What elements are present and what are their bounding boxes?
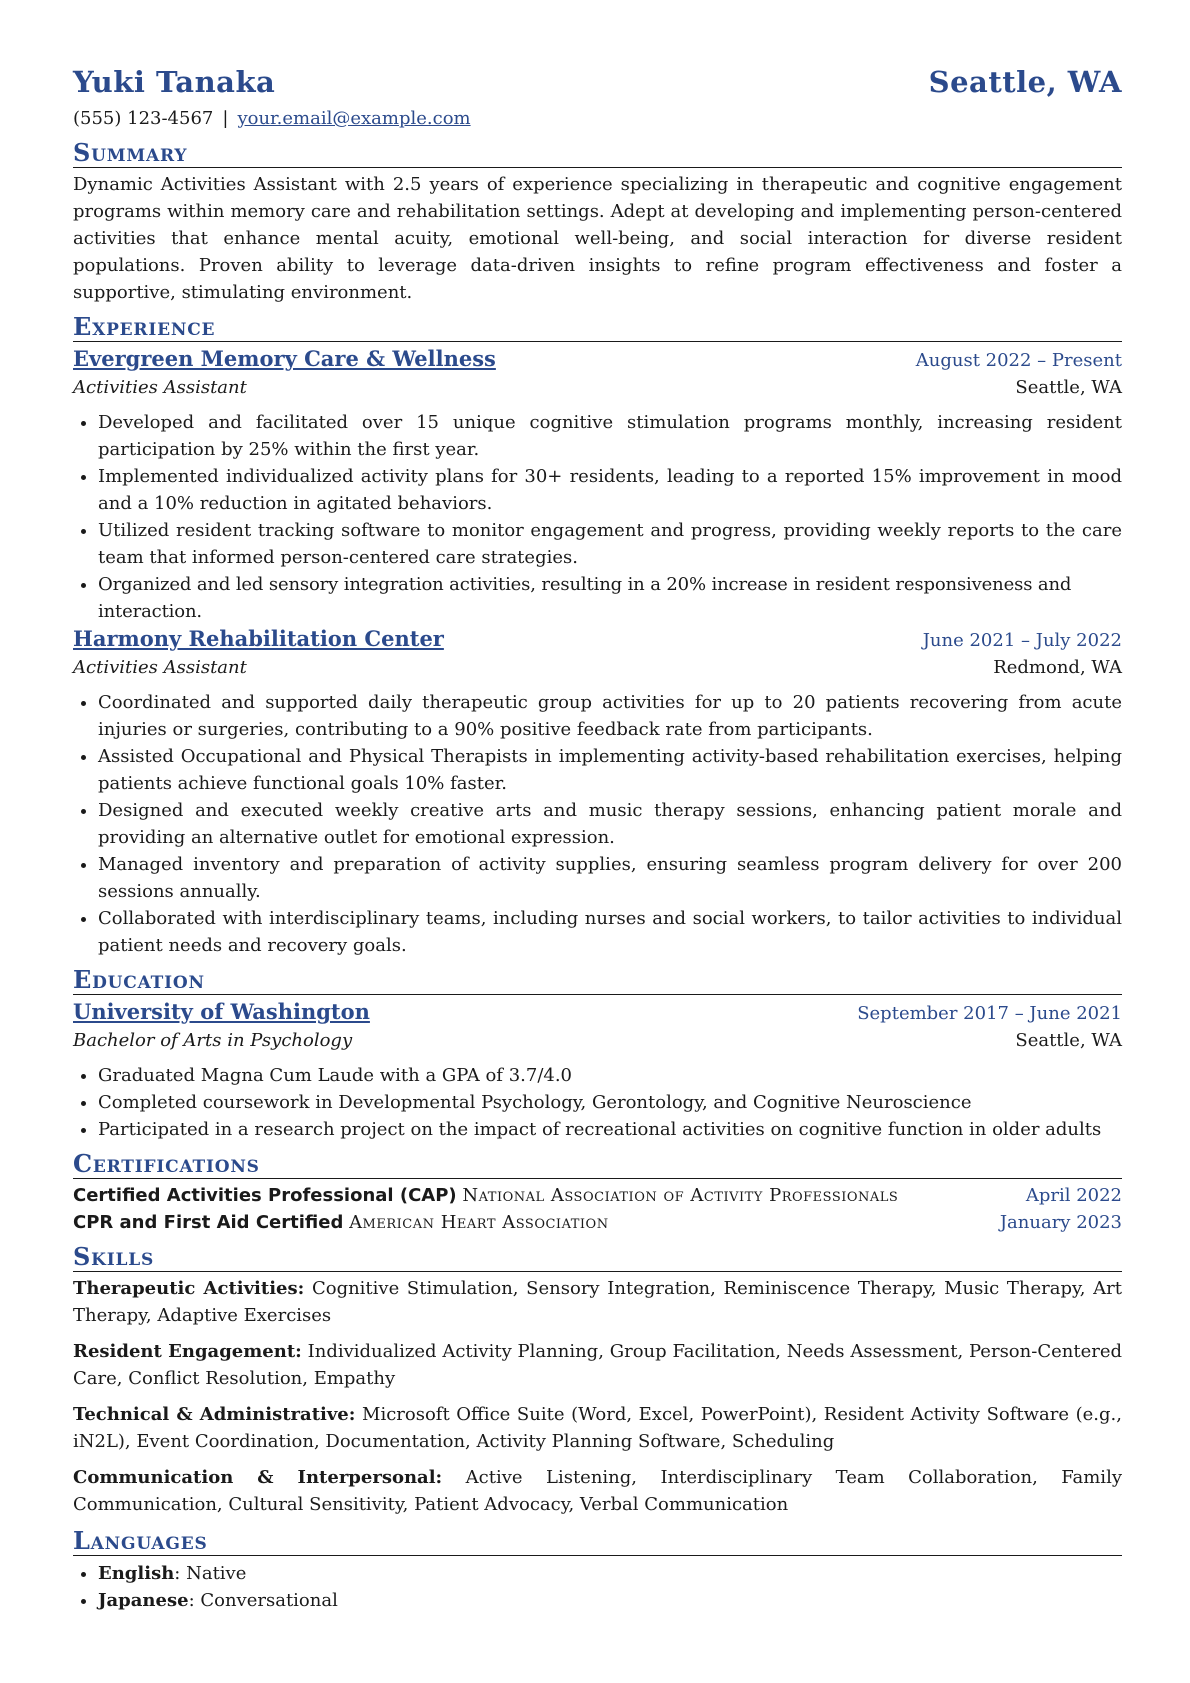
language-name: English — [98, 1563, 175, 1584]
bullet-item: • Implemented individualized activity plans for 30+ residents, leading to a reported 15% improvement in mood and a 10% reduction in agitated behaviors. — [98, 463, 1122, 517]
skill-group — [73, 1338, 1122, 1392]
job-subheader — [73, 654, 1122, 681]
employer-link[interactable]: Harmony Rehabilitation Center — [73, 626, 444, 651]
education-header — [73, 998, 1122, 1027]
certification-issuer: American Heart Association — [349, 1212, 609, 1233]
certifications-heading: Certifications — [73, 1150, 1122, 1179]
language-level: : Conversational — [188, 1590, 338, 1611]
skill-category: Communication & Interpersonal: — [73, 1467, 443, 1488]
bullet-item: • Designed and executed weekly creative arts and music therapy sessions, enhancing patient morale and providing an alternative outlet for emotional expression. — [98, 797, 1122, 851]
skill-category: Technical & Administrative: — [73, 1404, 356, 1425]
bullet-item: • Graduated Magna Cum Laude with a GPA of 3.7/4.0 — [98, 1062, 1122, 1089]
certification-row — [73, 1182, 1122, 1209]
certification-date: April 2022 — [1025, 1185, 1122, 1206]
summary-text: Dynamic Activities Assistant with 2.5 years of experience specializing in therapeutic and cognitive engagement programs within memory care and rehabilitation settings. Adept at developing and implementing person-centered activities that enhance mental acuity, emotional well-being, and social interaction for diverse resident populations. Proven ability to leverage data-driven insights to refine program effectiveness and foster a supportive, stimulating environment. — [73, 174, 1122, 303]
skill-group — [73, 1401, 1122, 1455]
job-location: Redmond, WA — [993, 657, 1122, 678]
certification-name: CPR and First Aid Certified — [73, 1212, 344, 1233]
email-link[interactable]: your.email@example.com — [237, 108, 471, 129]
job-entry — [73, 625, 1122, 959]
education-bullets — [73, 1062, 1122, 1143]
education-dates: September 2017 – June 2021 — [857, 1003, 1122, 1024]
bullet-item: • Managed inventory and preparation of activity supplies, ensuring seamless program delivery for over 200 sessions annually. — [98, 851, 1122, 905]
job-bullets — [73, 409, 1122, 625]
certification-date: January 2023 — [999, 1212, 1122, 1233]
bullet-item: • Utilized resident tracking software to monitor engagement and progress, providing weekly reports to the care team that informed person-centered care strategies. — [98, 517, 1122, 571]
skill-items: Active Listening, Interdisciplinary Team Collaboration, Family Communication, Cultural Sensitivity, Patient Advocacy, Verbal Communication — [73, 1467, 1122, 1515]
job-title: Activities Assistant — [73, 377, 247, 398]
summary-heading: Summary — [73, 139, 1122, 168]
education-location: Seattle, WA — [1015, 1030, 1122, 1051]
certification-row — [73, 1209, 1122, 1236]
skill-category: Therapeutic Activities: — [73, 1278, 305, 1299]
bullet-item: • Assisted Occupational and Physical Therapists in implementing activity-based rehabilitation exercises, helping patients achieve functional goals 10% faster. — [98, 743, 1122, 797]
job-subheader — [73, 374, 1122, 401]
job-header — [73, 345, 1122, 374]
degree: Bachelor of Arts in Psychology — [73, 1030, 353, 1051]
employer-link[interactable]: Evergreen Memory Care & Wellness — [73, 346, 496, 371]
phone-number: (555) 123-4567 — [73, 108, 214, 129]
job-location: Seattle, WA — [1015, 377, 1122, 398]
skill-group — [73, 1464, 1122, 1518]
contact-line — [73, 105, 1122, 132]
contact-separator: | — [222, 108, 229, 129]
education-subheader — [73, 1027, 1122, 1054]
bullet-item: • Participated in a research project on the impact of recreational activities on cognitive function in older adults — [98, 1116, 1122, 1143]
candidate-location: Seattle, WA — [928, 65, 1122, 99]
job-bullets — [73, 689, 1122, 959]
language-item — [98, 1587, 1122, 1614]
job-header — [73, 625, 1122, 654]
job-title: Activities Assistant — [73, 657, 247, 678]
language-name: Japanese — [98, 1590, 189, 1611]
languages-heading: Languages — [73, 1527, 1122, 1556]
job-dates: August 2022 – Present — [915, 350, 1122, 371]
job-entry — [73, 345, 1122, 625]
candidate-name: Yuki Tanaka — [73, 65, 276, 99]
skill-items: Cognitive Stimulation, Sensory Integration, Reminiscence Therapy, Music Therapy, Art Therapy, Adaptive Exercises — [73, 1278, 1122, 1326]
bullet-item: • Coordinated and supported daily therapeutic group activities for up to 20 patients recovering from acute injuries or surgeries, contributing to a 90% positive feedback rate from participants. — [98, 689, 1122, 743]
skill-category: Resident Engagement: — [73, 1341, 302, 1362]
bullet-item: • Developed and facilitated over 15 unique cognitive stimulation programs monthly, increasing resident participation by 25% within the first year. — [98, 409, 1122, 463]
skills-heading: Skills — [73, 1243, 1122, 1272]
certification-name: Certified Activities Professional (CAP) — [73, 1185, 457, 1206]
bullet-item: • Collaborated with interdisciplinary teams, including nurses and social workers, to tailor activities to individual patient needs and recovery goals. — [98, 905, 1122, 959]
skill-items: Individualized Activity Planning, Group Facilitation, Needs Assessment, Person-Centered Care, Conflict Resolution, Empathy — [73, 1341, 1122, 1389]
language-level: : Native — [174, 1563, 247, 1584]
experience-heading: Experience — [73, 313, 1122, 342]
language-item — [98, 1560, 1122, 1587]
skill-group — [73, 1275, 1122, 1329]
resume-header — [73, 62, 1122, 102]
languages-list — [73, 1560, 1122, 1614]
job-dates: June 2021 – July 2022 — [922, 630, 1122, 651]
bullet-item: • Completed coursework in Developmental Psychology, Gerontology, and Cognitive Neuroscience — [98, 1089, 1122, 1116]
skill-items: Microsoft Office Suite (Word, Excel, PowerPoint), Resident Activity Software (e.g., iN2L), Event Coordination, Documentation, Activity Planning Software, Scheduling — [73, 1404, 1122, 1452]
education-heading: Education — [73, 966, 1122, 995]
bullet-item: • Organized and led sensory integration activities, resulting in a 20% increase in resident responsiveness and interaction. — [98, 571, 1122, 625]
school-link[interactable]: University of Washington — [73, 999, 370, 1024]
certification-issuer: National Association of Activity Professionals — [462, 1185, 899, 1206]
